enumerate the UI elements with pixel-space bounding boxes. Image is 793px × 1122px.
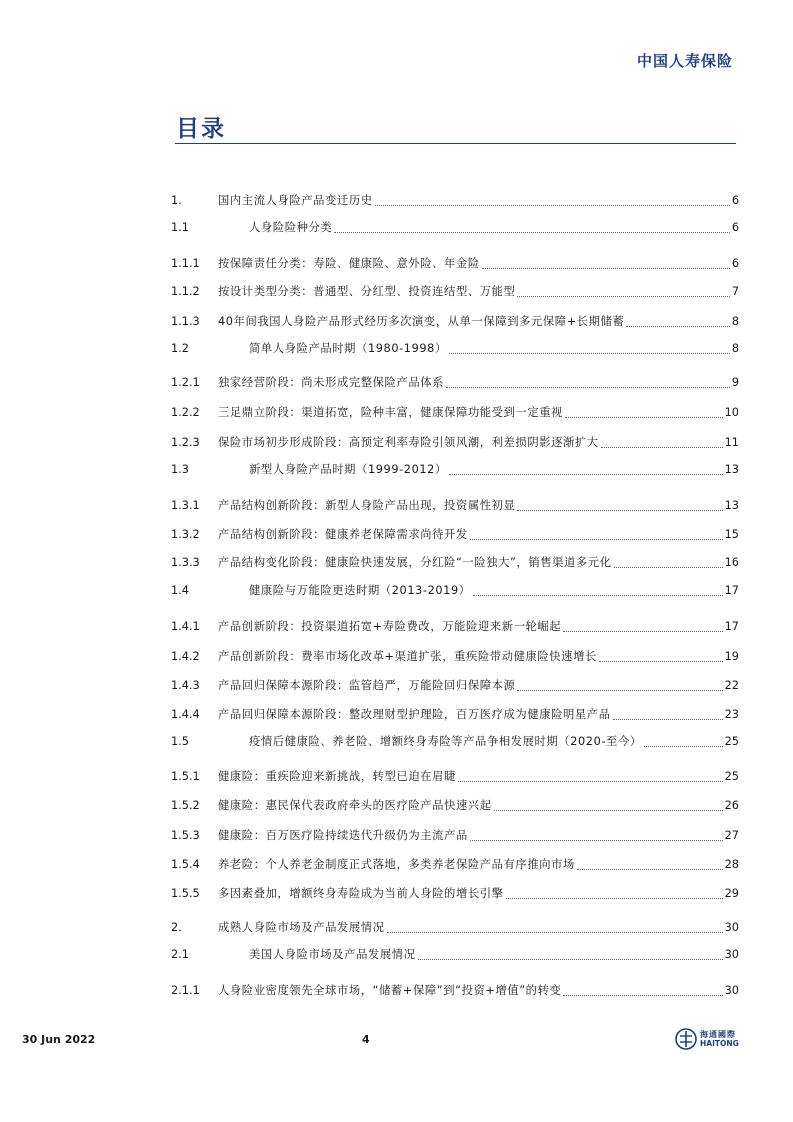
logo-chinese-name: 海通國際 bbox=[700, 1030, 736, 1039]
toc-entry[interactable] bbox=[171, 497, 739, 515]
toc-entry[interactable] bbox=[171, 255, 739, 273]
toc-entry-page: 17 bbox=[724, 620, 739, 633]
toc-entry-title: 人身险业密度领先全球市场，“储蓄+保障”到“投资+增值”的转变 bbox=[218, 984, 562, 997]
toc-entry-page: 22 bbox=[724, 679, 739, 692]
toc-entry-page: 11 bbox=[724, 436, 739, 449]
toc-entry[interactable] bbox=[171, 192, 739, 210]
toc-entry-title: 健康险与万能险更迭时期（2013-2019） bbox=[249, 584, 471, 597]
toc-entry-page: 30 bbox=[724, 921, 739, 934]
toc-dot-leader bbox=[577, 869, 723, 870]
toc-entry[interactable] bbox=[171, 677, 739, 695]
toc-entry-page: 7 bbox=[731, 285, 739, 298]
toc-entry[interactable] bbox=[171, 856, 739, 874]
toc-entry-page: 6 bbox=[731, 221, 739, 234]
toc-entry-page: 26 bbox=[724, 799, 739, 812]
toc-dot-leader bbox=[506, 898, 723, 899]
toc-entry[interactable] bbox=[171, 982, 739, 1000]
toc-entry-page: 17 bbox=[724, 584, 739, 597]
toc-entry[interactable] bbox=[171, 283, 739, 301]
toc-entry-page: 23 bbox=[724, 708, 739, 721]
toc-entry-number: 1.3.1 bbox=[171, 499, 200, 512]
toc-entry-title: 独家经营阶段：尚未形成完整保险产品体系 bbox=[218, 376, 445, 389]
toc-entry-page: 27 bbox=[724, 829, 739, 842]
toc-entry[interactable] bbox=[171, 340, 739, 358]
toc-entry-number: 1.4.2 bbox=[171, 650, 200, 663]
toc-entry[interactable] bbox=[171, 461, 739, 479]
toc-dot-leader bbox=[418, 959, 723, 960]
toc-entry[interactable] bbox=[171, 768, 739, 786]
toc-dot-leader bbox=[614, 567, 723, 568]
toc-entry-title: 40年间我国人身险产品形式经历多次演变，从单一保障到多元保障+长期储蓄 bbox=[218, 315, 625, 328]
toc-entry-number: 1.2 bbox=[171, 342, 189, 355]
toc-entry-title: 三足鼎立阶段：渠道拓宽，险种丰富，健康保障功能受到一定重视 bbox=[218, 406, 564, 419]
toc-entry-page: 15 bbox=[724, 528, 739, 541]
toc-entry-title: 简单人身险产品时期（1980-1998） bbox=[249, 342, 447, 355]
toc-entry-number: 1.4 bbox=[171, 584, 189, 597]
toc-entry[interactable] bbox=[171, 797, 739, 815]
toc-entry-page: 25 bbox=[724, 735, 739, 748]
toc-entry-page: 28 bbox=[724, 858, 739, 871]
toc-dot-leader bbox=[565, 417, 723, 418]
toc-entry-number: 1.2.2 bbox=[171, 406, 200, 419]
toc-entry-number: 1.5 bbox=[171, 735, 189, 748]
toc-entry[interactable] bbox=[171, 885, 739, 903]
toc-dot-leader bbox=[470, 840, 723, 841]
toc-entry-number: 1.4.3 bbox=[171, 679, 200, 692]
toc-entry-title: 产品回归保障本源阶段：监管趋严，万能险回归保障本源 bbox=[218, 679, 516, 692]
toc-entry[interactable] bbox=[171, 404, 739, 422]
toc-entry[interactable] bbox=[171, 582, 739, 600]
toc-dot-leader bbox=[375, 205, 730, 206]
toc-entry-title: 产品回归保障本源阶段：整改理财型护理险，百万医疗成为健康险明星产品 bbox=[218, 708, 611, 721]
toc-entry-title: 养老险：个人养老金制度正式落地，多类养老保险产品有序推向市场 bbox=[218, 858, 575, 871]
toc-entry-number: 1.5.2 bbox=[171, 799, 200, 812]
toc-entry-title: 按设计类型分类：普通型、分红型、投资连结型、万能型 bbox=[218, 285, 516, 298]
toc-entry-number: 1.3 bbox=[171, 463, 189, 476]
header-title: 中国人寿保险 bbox=[636, 52, 733, 70]
toc-entry-page: 10 bbox=[724, 406, 739, 419]
toc-entry[interactable] bbox=[171, 706, 739, 724]
toc-dot-leader bbox=[613, 719, 723, 720]
toc-entry-title: 健康险：重疾险迎来新挑战，转型已迫在眉睫 bbox=[218, 770, 456, 783]
toc-entry-page: 13 bbox=[724, 463, 739, 476]
page-title: 目录 bbox=[176, 116, 226, 142]
toc-entry-number: 1.5.5 bbox=[171, 887, 200, 900]
footer-date: 30 Jun 2022 bbox=[22, 1033, 96, 1046]
toc-dot-leader bbox=[563, 631, 722, 632]
toc-entry-number: 1.1 bbox=[171, 221, 189, 234]
toc-entry-page: 30 bbox=[724, 948, 739, 961]
toc-entry[interactable] bbox=[171, 618, 739, 636]
toc-entry[interactable] bbox=[171, 526, 739, 544]
toc-entry-number: 2. bbox=[171, 921, 182, 934]
toc-entry-title: 健康险：惠民保代表政府牵头的医疗险产品快速兴起 bbox=[218, 799, 492, 812]
toc-entry-title: 产品创新阶段：投资渠道拓宽+寿险费改，万能险迎来新一轮崛起 bbox=[218, 620, 562, 633]
toc-entry-number: 1.5.4 bbox=[171, 858, 200, 871]
toc-entry-page: 30 bbox=[724, 984, 739, 997]
toc-entry-page: 8 bbox=[731, 315, 739, 328]
toc-entry-title: 国内主流人身险产品变迁历史 bbox=[218, 194, 373, 207]
toc-dot-leader bbox=[494, 810, 723, 811]
toc-dot-leader bbox=[387, 932, 723, 933]
toc-entry-number: 1.3.2 bbox=[171, 528, 200, 541]
toc-dot-leader bbox=[644, 746, 723, 747]
toc-dot-leader bbox=[458, 781, 723, 782]
toc-dot-leader bbox=[563, 995, 722, 996]
toc-entry-title: 产品结构变化阶段：健康险快速发展，分红险“一险独大”，销售渠道多元化 bbox=[218, 556, 612, 569]
toc-dot-leader bbox=[601, 447, 723, 448]
toc-entry[interactable] bbox=[171, 733, 739, 751]
toc-dot-leader bbox=[449, 353, 730, 354]
toc-dot-leader bbox=[470, 539, 723, 540]
haitong-logo-icon bbox=[675, 1028, 697, 1050]
toc-entry[interactable] bbox=[171, 374, 739, 392]
footer-page-number: 4 bbox=[362, 1033, 370, 1046]
toc-entry[interactable] bbox=[171, 919, 739, 937]
toc-entry-page: 8 bbox=[731, 342, 739, 355]
toc-entry-number: 1.1.3 bbox=[171, 315, 200, 328]
toc-entry-number: 1.3.3 bbox=[171, 556, 200, 569]
toc-entry-page: 25 bbox=[724, 770, 739, 783]
toc-entry-number: 1.5.1 bbox=[171, 770, 200, 783]
toc-entry-title: 成熟人身险市场及产品发展情况 bbox=[218, 921, 385, 934]
toc-entry-number: 1.4.4 bbox=[171, 708, 200, 721]
toc-entry-page: 13 bbox=[724, 499, 739, 512]
toc-entry-page: 6 bbox=[731, 194, 739, 207]
toc-entry-title: 产品结构创新阶段：新型人身险产品出现，投资属性初显 bbox=[218, 499, 516, 512]
toc-entry-page: 6 bbox=[731, 257, 739, 270]
toc-entry-title: 产品结构创新阶段：健康养老保障需求尚待开发 bbox=[218, 528, 468, 541]
toc-dot-leader bbox=[517, 690, 722, 691]
toc-entry-title: 新型人身险产品时期（1999-2012） bbox=[249, 463, 447, 476]
toc-entry-page: 19 bbox=[724, 650, 739, 663]
toc-dot-leader bbox=[517, 296, 729, 297]
toc-entry[interactable] bbox=[171, 648, 739, 666]
toc-entry-title: 疫情后健康险、养老险、增额终身寿险等产品争相发展时期（2020-至今） bbox=[249, 735, 642, 748]
toc-dot-leader bbox=[517, 510, 722, 511]
toc-entry-title: 保险市场初步形成阶段：高预定利率寿险引领风潮，利差损阴影逐渐扩大 bbox=[218, 436, 599, 449]
toc-entry[interactable] bbox=[171, 313, 739, 331]
toc-dot-leader bbox=[449, 474, 723, 475]
toc-dot-leader bbox=[334, 232, 730, 233]
toc-entry[interactable] bbox=[171, 554, 739, 572]
toc-dot-leader bbox=[473, 595, 723, 596]
toc-entry-number: 1.5.3 bbox=[171, 829, 200, 842]
toc-entry-number: 1.4.1 bbox=[171, 620, 200, 633]
toc-entry-number: 2.1 bbox=[171, 948, 189, 961]
toc-entry[interactable] bbox=[171, 827, 739, 845]
toc-dot-leader bbox=[599, 661, 723, 662]
toc-entry[interactable] bbox=[171, 219, 739, 237]
toc-entry-number: 1.1.1 bbox=[171, 257, 200, 270]
toc-entry-title: 产品创新阶段：费率市场化改革+渠道扩张，重疾险带动健康险快速增长 bbox=[218, 650, 597, 663]
toc-entry[interactable] bbox=[171, 434, 739, 452]
toc-entry-title: 美国人身险市场及产品发展情况 bbox=[249, 948, 416, 961]
toc-dot-leader bbox=[626, 326, 729, 327]
toc-entry-number: 1.2.1 bbox=[171, 376, 200, 389]
toc-dot-leader bbox=[482, 268, 730, 269]
toc-entry-page: 16 bbox=[724, 556, 739, 569]
toc-dot-leader bbox=[446, 387, 730, 388]
toc-entry-title: 按保障责任分类：寿险、健康险、意外险、年金险 bbox=[218, 257, 480, 270]
logo-english-name: HAITONG bbox=[700, 1039, 739, 1048]
toc-entry-number: 1.1.2 bbox=[171, 285, 200, 298]
toc-entry-number: 1.2.3 bbox=[171, 436, 200, 449]
toc-entry[interactable] bbox=[171, 946, 739, 964]
toc-entry-number: 1. bbox=[171, 194, 182, 207]
toc-entry-title: 多因素叠加，增额终身寿险成为当前人身险的增长引擎 bbox=[218, 887, 504, 900]
title-divider bbox=[175, 143, 736, 144]
toc-entry-title: 人身险险种分类 bbox=[249, 221, 333, 234]
toc-entry-number: 2.1.1 bbox=[171, 984, 200, 997]
toc-entry-page: 9 bbox=[731, 376, 739, 389]
haitong-logo bbox=[675, 1028, 739, 1050]
toc-entry-title: 健康险：百万医疗险持续迭代升级仍为主流产品 bbox=[218, 829, 468, 842]
toc-entry-page: 29 bbox=[724, 887, 739, 900]
